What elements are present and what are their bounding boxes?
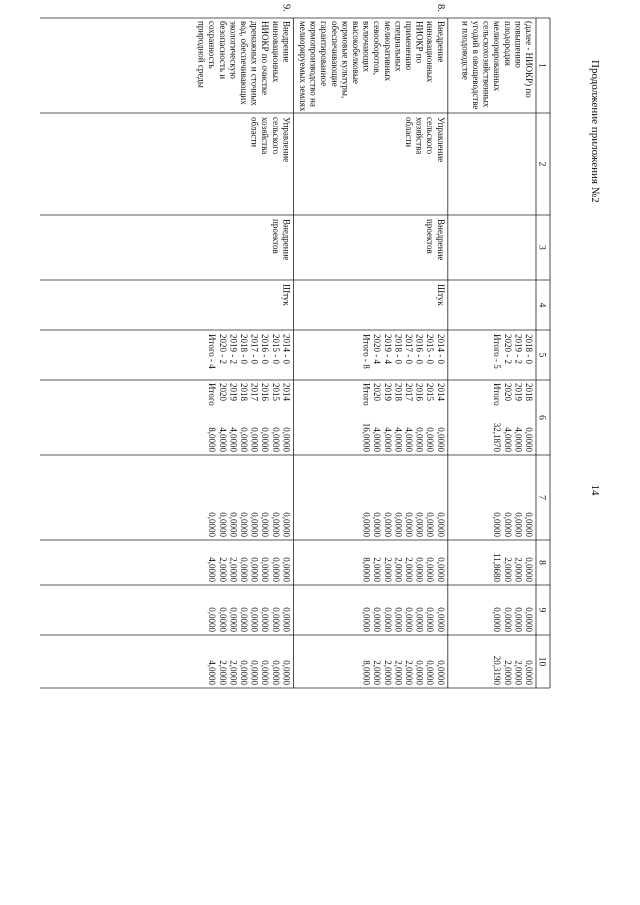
funding-value: 4,0000 [207, 557, 218, 582]
responsible-executor: хозяйства [414, 117, 425, 155]
funding-value: 0,0000 [239, 512, 249, 537]
measure-description: Внедрение [281, 21, 292, 63]
funding-value: 0,0000 [361, 512, 372, 537]
carry-over-targets: 2020 - 2 [502, 334, 513, 364]
funding-value: 0,0000 [260, 557, 271, 582]
funding-total: 16,0000 [361, 422, 372, 452]
measure-description: севооборотов, [372, 21, 383, 76]
measure-description: специальных [393, 21, 404, 72]
funding-year: 2019 [228, 383, 239, 401]
funding-value: 0,0000 [260, 660, 271, 685]
carry-over-description: мелиорированных [492, 21, 503, 92]
funding-value: 0,0000 [361, 607, 372, 632]
funding-value: 4,0000 [207, 660, 218, 685]
funding-value: 0,0000 [270, 512, 281, 537]
target-by-year: 2015 - 0 [270, 334, 281, 364]
carry-over-description: (далее - НИОКР) по [524, 21, 534, 98]
funding-value: 2,0000 [404, 660, 414, 685]
measure-description: вод, обеспечивающих [239, 21, 249, 105]
measure-description: применению [404, 21, 414, 70]
funding-total: 0,0000 [414, 427, 425, 452]
funding-value: 2,0000 [404, 557, 414, 582]
carry-over-year: 2018 [524, 383, 534, 401]
funding-value: 0,0000 [372, 512, 383, 537]
unit-of-measure: Штук [435, 284, 446, 306]
funding-value: 0,0000 [425, 557, 436, 582]
carry-over-description: сельскохозяйственных [481, 21, 492, 108]
column-number: 10 [536, 656, 547, 667]
funding-value: 0,0000 [249, 660, 260, 685]
target-by-year: Итого - 4 [207, 334, 218, 369]
target-by-year: 2020 - 2 [217, 334, 228, 364]
column-number: 5 [536, 352, 547, 358]
carry-over-value: 2,0000 [513, 557, 524, 582]
funding-value: 0,0000 [281, 557, 292, 582]
measure-description: инновационных [270, 21, 281, 83]
funding-value: 0,0000 [270, 607, 281, 632]
funding-year: 2019 [382, 383, 393, 401]
responsible-executor: сельского [425, 117, 436, 155]
funding-value: 0,0000 [414, 607, 425, 632]
row-number: 9. [280, 4, 292, 12]
measure-description: безопасность и [217, 21, 228, 80]
carry-over-year: 2020 [502, 383, 513, 401]
funding-value: 0,0000 [435, 607, 446, 632]
row-number: 8. [434, 4, 446, 12]
target-by-year: 2017 - 0 [249, 334, 260, 364]
funding-value: 2,0000 [393, 557, 404, 582]
carry-over-year: 2019 [513, 383, 524, 401]
carry-over-targets: Итого - 5 [492, 334, 503, 369]
funding-value: 0,0000 [207, 512, 218, 537]
carry-over-value: 0,0000 [524, 427, 534, 452]
funding-year: Итого [361, 383, 372, 406]
funding-value: 0,0000 [281, 660, 292, 685]
funding-value: 0,0000 [270, 660, 281, 685]
carry-over-targets: 2019 - 2 [513, 334, 524, 364]
measure-description: дренажных и сточных [249, 21, 260, 106]
funding-value: 0,0000 [382, 607, 393, 632]
funding-value: 2,0000 [372, 660, 383, 685]
carry-over-year: Итого [492, 383, 503, 406]
funding-value: 0,0000 [435, 557, 446, 582]
page-number: 14 [589, 484, 601, 496]
funding-value: 0,0000 [372, 607, 383, 632]
funding-value: 0,0000 [435, 660, 446, 685]
carry-over-value: 0,0000 [502, 512, 513, 537]
unit-of-measure: Штук [281, 284, 292, 306]
responsible-executor: хозяйства [260, 117, 271, 155]
column-number: 3 [536, 245, 547, 250]
carry-over-description: плодородия [502, 21, 513, 66]
measure-description: кормопроизводство на [308, 21, 319, 107]
target-by-year: 2020 - 4 [372, 334, 383, 364]
funding-value: 2,0000 [217, 660, 228, 685]
measure-description: высокобелковые [351, 21, 361, 84]
measure-description: экологическую [228, 21, 239, 79]
funding-year: 2017 [249, 383, 260, 401]
carry-over-description: повышению [513, 21, 524, 68]
funding-value: 0,0000 [249, 512, 260, 537]
target-by-year: 2018 - 0 [393, 334, 404, 364]
funding-value: 0,0000 [217, 607, 228, 632]
funding-value: 0,0000 [217, 512, 228, 537]
carry-over-value: 0,0000 [492, 607, 503, 632]
target-by-year: 2018 - 0 [239, 334, 249, 364]
indicator-name: проектов [270, 219, 281, 254]
funding-value: 0,0000 [414, 512, 425, 537]
indicator-name: проектов [425, 219, 436, 254]
funding-value: 0,0000 [260, 512, 271, 537]
funding-value: 0,0000 [239, 660, 249, 685]
carry-over-value: 0,0000 [492, 512, 503, 537]
carry-over-value: 4,0000 [502, 427, 513, 452]
funding-year: 2018 [393, 383, 404, 401]
carry-over-targets: 2018 - 0 [524, 334, 534, 364]
indicator-name: Внедрение [435, 219, 446, 261]
funding-year: 2020 [372, 383, 383, 401]
funding-value: 0,0000 [393, 607, 404, 632]
funding-total: 0,0000 [435, 427, 446, 452]
funding-total: 0,0000 [425, 427, 436, 452]
measure-description: включающих [361, 21, 372, 72]
indicator-name: Внедрение [281, 219, 292, 261]
carry-over-description: и плодоводстве [460, 21, 471, 80]
funding-total: 4,0000 [404, 427, 414, 452]
funding-value: 0,0000 [249, 557, 260, 582]
funding-total: 8,0000 [207, 427, 218, 452]
measure-description: Внедрение [435, 21, 446, 63]
carry-over-value: 0,0000 [524, 607, 534, 632]
funding-value: 0,0000 [382, 512, 393, 537]
funding-value: 0,0000 [404, 607, 414, 632]
target-by-year: 2015 - 0 [425, 334, 436, 364]
column-number: 9 [536, 607, 547, 613]
measure-description: мелиоративных [382, 21, 393, 82]
responsible-executor: Управление [435, 117, 446, 163]
column-number: 4 [536, 302, 547, 308]
measure-description: сохранность [207, 21, 218, 69]
funding-year: 2018 [239, 383, 249, 401]
measure-description: гарантированное [319, 21, 330, 87]
funding-total: 0,0000 [270, 427, 281, 452]
funding-total: 4,0000 [372, 427, 383, 452]
responsible-executor: области [249, 117, 260, 148]
funding-value: 0,0000 [270, 557, 281, 582]
funding-year: 2017 [404, 383, 414, 401]
funding-value: 0,0000 [393, 512, 404, 537]
measure-description: обеспечивающие [329, 21, 340, 87]
target-by-year: 2014 - 0 [281, 334, 292, 364]
funding-value: 0,0000 [228, 607, 239, 632]
funding-value: 0,0000 [281, 512, 292, 537]
funding-value: 0,0000 [281, 607, 292, 632]
carry-over-value: 2,0000 [513, 660, 524, 685]
column-number: 7 [536, 495, 547, 500]
carry-over-description: угодий в овощеводстве [471, 21, 481, 110]
measure-description: природной среды [196, 21, 207, 88]
funding-total: 0,0000 [260, 427, 271, 452]
carry-over-value: 32,1870 [492, 422, 503, 452]
funding-value: 0,0000 [435, 512, 446, 537]
target-by-year: 2014 - 0 [435, 334, 446, 364]
carry-over-value: 2,0000 [502, 660, 513, 685]
funding-value: 0,0000 [425, 512, 436, 537]
measure-description: НИОКР по очистке [260, 21, 271, 96]
continuation-label: Продолжение приложения №2 [589, 60, 601, 203]
funding-value: 2,0000 [217, 557, 228, 582]
target-by-year: 2019 - 4 [382, 334, 393, 364]
funding-value: 8,0000 [361, 557, 372, 582]
funding-year: 2015 [425, 383, 436, 401]
funding-total: 4,0000 [217, 427, 228, 452]
funding-value: 0,0000 [228, 512, 239, 537]
responsible-executor: Управление [281, 117, 292, 163]
funding-value: 2,0000 [382, 557, 393, 582]
funding-year: 2014 [281, 383, 292, 401]
carry-over-value: 11,8680 [492, 553, 503, 582]
funding-total: 4,0000 [382, 427, 393, 452]
measure-description: мелиорируемых землях [298, 21, 308, 112]
funding-total: 0,0000 [239, 427, 249, 452]
funding-total: 0,0000 [281, 427, 292, 452]
funding-year: 2015 [270, 383, 281, 401]
funding-value: 0,0000 [239, 607, 249, 632]
column-number: 1 [536, 63, 547, 68]
target-by-year: 2016 - 0 [414, 334, 425, 364]
carry-over-value: 0,0000 [502, 607, 513, 632]
funding-year: 2016 [260, 383, 271, 401]
funding-year: 2020 [217, 383, 228, 401]
funding-value: 0,0000 [404, 512, 414, 537]
column-number: 8 [536, 560, 547, 565]
funding-value: 0,0000 [414, 660, 425, 685]
funding-year: Итого [207, 383, 218, 406]
carry-over-value: 4,0000 [513, 427, 524, 452]
column-number: 2 [536, 161, 547, 167]
funding-value: 0,0000 [425, 660, 436, 685]
funding-value: 8,0000 [361, 660, 372, 685]
funding-total: 0,0000 [249, 427, 260, 452]
measure-description: кормовые культуры, [340, 21, 351, 99]
funding-value: 2,0000 [228, 557, 239, 582]
funding-value: 0,0000 [425, 607, 436, 632]
measure-description: НИОКР по [414, 21, 425, 64]
funding-value: 2,0000 [393, 660, 404, 685]
funding-value: 2,0000 [372, 557, 383, 582]
funding-value: 0,0000 [249, 607, 260, 632]
target-by-year: Итого - 8 [361, 334, 372, 369]
carry-over-value: 0,0000 [524, 660, 534, 685]
funding-value: 0,0000 [414, 557, 425, 582]
target-by-year: 2019 - 2 [228, 334, 239, 364]
funding-value: 0,0000 [207, 607, 218, 632]
funding-total: 4,0000 [228, 427, 239, 452]
funding-value: 0,0000 [260, 607, 271, 632]
funding-value: 2,0000 [382, 660, 393, 685]
funding-total: 4,0000 [393, 427, 404, 452]
target-by-year: 2016 - 0 [260, 334, 271, 364]
responsible-executor: области [404, 117, 414, 148]
carry-over-value: 0,0000 [524, 512, 534, 537]
funding-value: 0,0000 [239, 557, 249, 582]
funding-value: 2,0000 [228, 660, 239, 685]
column-number: 6 [536, 415, 547, 420]
responsible-executor: сельского [270, 117, 281, 155]
measure-description: инновационных [425, 21, 436, 83]
carry-over-value: 2,0000 [502, 557, 513, 582]
carry-over-value: 20,3190 [492, 655, 503, 685]
target-by-year: 2017 - 0 [404, 334, 414, 364]
funding-year: 2016 [414, 383, 425, 401]
carry-over-value: 0,0000 [513, 607, 524, 632]
carry-over-value: 0,0000 [524, 557, 534, 582]
carry-over-value: 0,0000 [513, 512, 524, 537]
funding-year: 2014 [435, 383, 446, 401]
